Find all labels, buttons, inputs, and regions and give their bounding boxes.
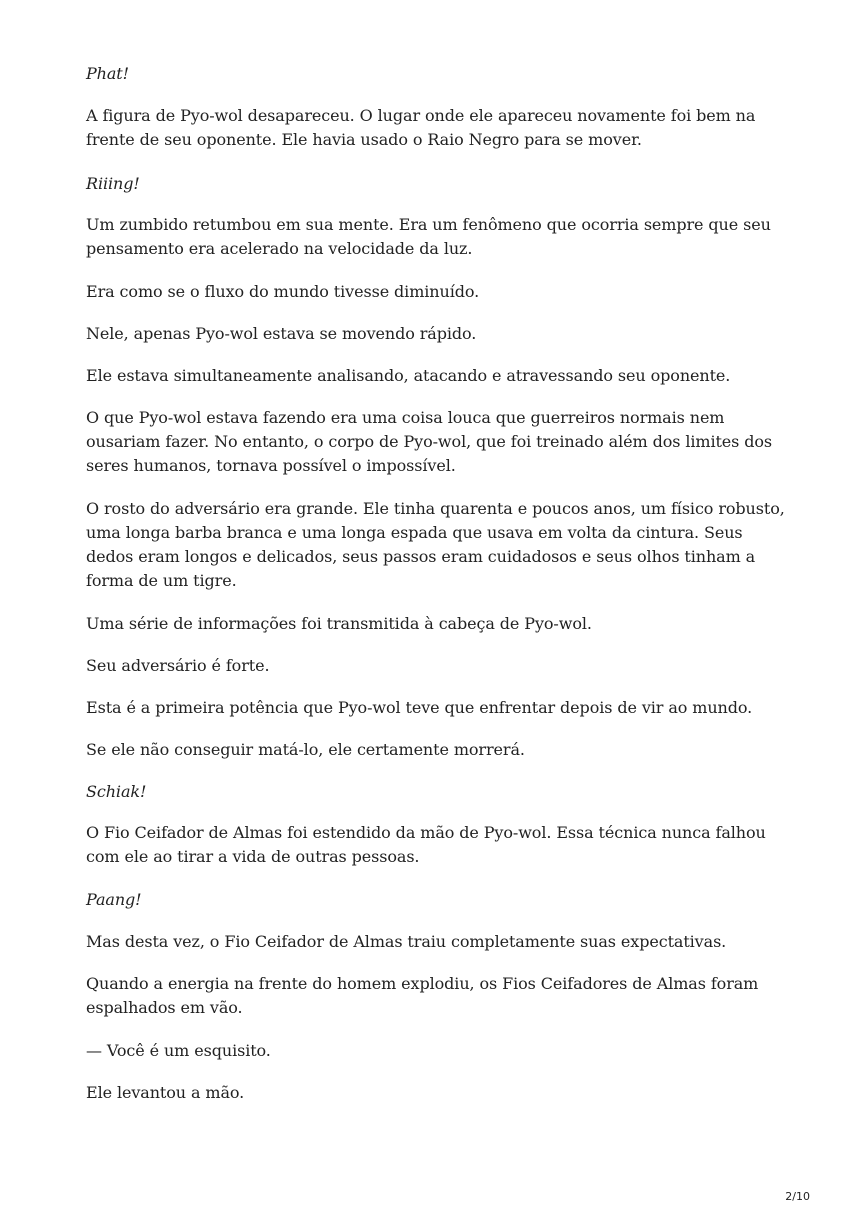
paragraph: O que Pyo-wol estava fazendo era uma coisa louca que guerreiros normais nem ousariam fazer. No entanto, o corpo de Pyo-wol, que foi treinado além dos limites dos seres humanos, tornava possível o impossível. xyxy=(86,408,773,475)
paragraph: Paang! xyxy=(86,890,142,909)
paragraph: O Fio Ceifador de Almas foi estendido da mão de Pyo-wol. Essa técnica nunca falhou com ele ao tirar a vida de outras pessoas. xyxy=(86,823,766,866)
paragraph: O rosto do adversário era grande. Ele tinha quarenta e poucos anos, um físico robusto, uma longa barba branca e uma longa espada que usava em volta da cintura. Seus dedos eram longos e delicados, seus passos eram cuidadosos e seus olhos tinham a forma de um tigre. xyxy=(86,499,785,590)
paragraph: Riiing! xyxy=(86,174,140,193)
paragraph: Quando a energia na frente do homem explodiu, os Fios Ceifadores de Almas foram espalhados em vão. xyxy=(86,974,759,1017)
paragraph: Ele levantou a mão. xyxy=(86,1083,245,1102)
paragraph: Nele, apenas Pyo-wol estava se movendo rápido. xyxy=(86,324,477,343)
paragraph: Phat! xyxy=(86,64,129,83)
page-number: 2/10 xyxy=(785,1190,810,1203)
paragraph: Era como se o fluxo do mundo tivesse diminuído. xyxy=(86,282,480,301)
paragraph: A figura de Pyo-wol desapareceu. O lugar onde ele apareceu novamente foi bem na frente de seu oponente. Ele havia usado o Raio Negro para se mover. xyxy=(86,106,756,149)
paragraph: — Você é um esquisito. xyxy=(86,1041,271,1060)
paragraph: Seu adversário é forte. xyxy=(86,656,270,675)
paragraph: Se ele não conseguir matá-lo, ele certamente morrerá. xyxy=(86,740,525,759)
paragraph: Um zumbido retumbou em sua mente. Era um fenômeno que ocorria sempre que seu pensamento era acelerado na velocidade da luz. xyxy=(86,215,771,258)
paragraph: Ele estava simultaneamente analisando, atacando e atravessando seu oponente. xyxy=(86,366,731,385)
paragraph: Schiak! xyxy=(86,782,147,801)
paragraph: Uma série de informações foi transmitida à cabeça de Pyo-wol. xyxy=(86,614,592,633)
paragraph: Mas desta vez, o Fio Ceifador de Almas traiu completamente suas expectativas. xyxy=(86,932,727,951)
paragraph: Esta é a primeira potência que Pyo-wol teve que enfrentar depois de vir ao mundo. xyxy=(86,698,753,717)
